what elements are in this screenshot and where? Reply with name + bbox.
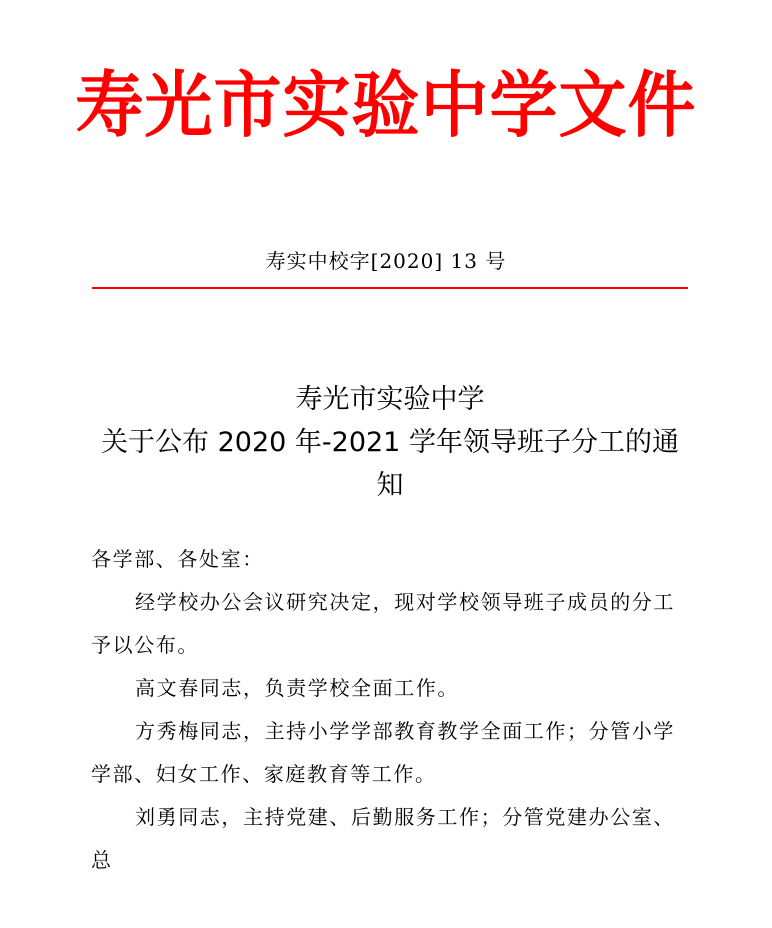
document-header-title: 寿光市实验中学文件 bbox=[75, 65, 697, 148]
body-paragraph: 高文春同志，负责学校全面工作。 bbox=[135, 676, 459, 700]
salutation: 各学部、各处室： bbox=[91, 547, 264, 571]
notice-title-line-3: 知 bbox=[376, 470, 404, 501]
body-paragraph: 方秀梅同志，主持小学学部教育教学全面工作；分管小学学部、妇女工作、家庭教育等工作。 bbox=[91, 719, 675, 786]
notice-body bbox=[91, 538, 691, 882]
notice-title-line-2: 关于公布 2020 年-2021 学年领导班子分工的通 bbox=[101, 427, 679, 458]
red-divider-line bbox=[92, 287, 688, 289]
body-paragraph: 经学校办公会议研究决定，现对学校领导班子成员的分工予以公布。 bbox=[91, 590, 675, 657]
document-number: 寿实中校字[2020] 13 号 bbox=[265, 249, 507, 273]
notice-title bbox=[80, 378, 700, 507]
notice-title-line-1: 寿光市实验中学 bbox=[295, 384, 485, 415]
body-paragraph: 刘勇同志，主持党建、后勤服务工作；分管党建办公室、总 bbox=[91, 805, 675, 872]
